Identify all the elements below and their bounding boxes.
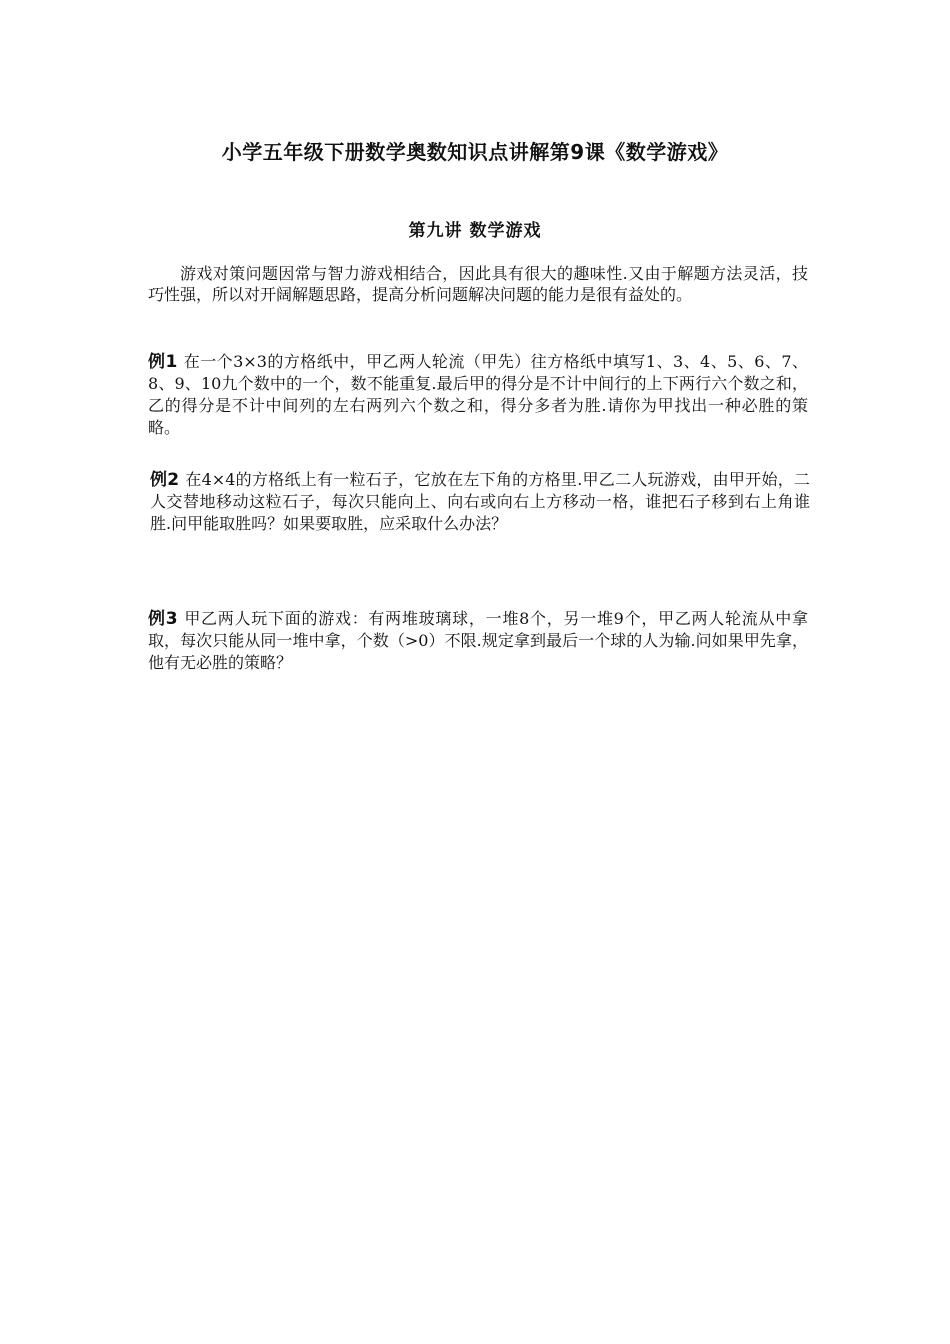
lecture-title: 第九讲 数学游戏	[408, 221, 542, 241]
example-1	[148, 351, 808, 439]
example-2-label: 例2	[150, 470, 180, 490]
example-3-text: 甲乙两人玩下面的游戏：有两堆玻璃球，一堆8个，另一堆9个，甲乙两人轮流从中拿取，每次只能从同一堆中拿，个数（>0）不限.规定拿到最后一个球的人为输.问如果甲先拿，他有无必胜的策略？	[148, 609, 808, 672]
document-title: 小学五年级下册数学奥数知识点讲解第9课《数学游戏》	[221, 140, 729, 164]
example-2	[150, 469, 810, 535]
example-1-label: 例1	[148, 352, 178, 372]
example-1-text: 在一个3×3的方格纸中，甲乙两人轮流（甲先）往方格纸中填写1、3、4、5、6、7、8、9、10九个数中的一个，数不能重复.最后甲的得分是不计中间行的上下两行六个数之和，乙的得分是不计中间列的左右两列六个数之和，得分多者为胜.请你为甲找出一种必胜的策略。	[148, 352, 808, 437]
example-3	[148, 608, 808, 674]
example-3-label: 例3	[148, 609, 178, 629]
example-2-text: 在4×4的方格纸上有一粒石子，它放在左下角的方格里.甲乙二人玩游戏，由甲开始，二人交替地移动这粒石子，每次只能向上、向右或向右上方移动一格，谁把石子移到右上角谁胜.问甲能取胜吗？如果要取胜，应采取什么办法？	[150, 470, 810, 533]
intro-paragraph: 游戏对策问题因常与智力游戏相结合，因此具有很大的趣味性.又由于解题方法灵活，技巧性强，所以对开阔解题思路，提高分析问题解决问题的能力是很有益处的。	[148, 264, 808, 304]
